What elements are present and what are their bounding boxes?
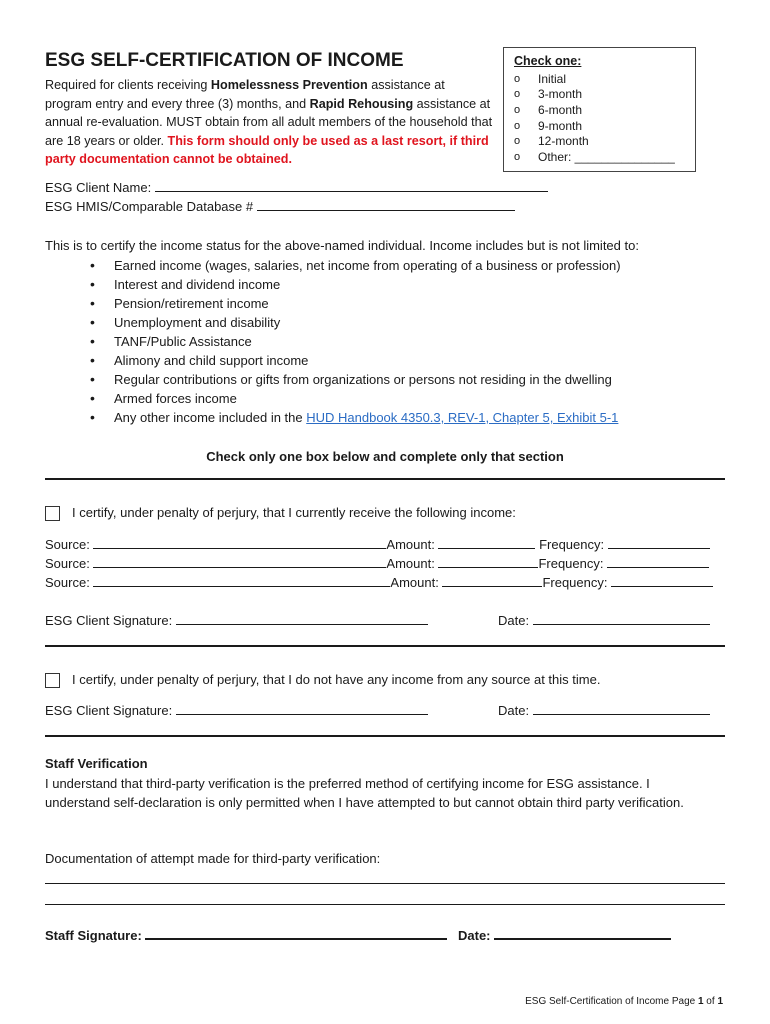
client-name-label: ESG Client Name:: [45, 180, 155, 195]
income-intro: This is to certify the income status for the above-named individual. Income includes but is not limited to:: [45, 238, 639, 253]
date-row: Date:: [498, 613, 710, 628]
list-item: • Unemployment and disability: [90, 313, 621, 332]
client-signature-field[interactable]: [176, 703, 428, 715]
source-field[interactable]: [93, 575, 390, 587]
divider: [45, 735, 725, 737]
date-field[interactable]: [533, 613, 710, 625]
intro-warning: This form should only be used as a last resort, if third party documentation cannot be obtained.: [45, 133, 489, 166]
income-source-row: Source: Amount: Frequency:: [45, 537, 710, 552]
staff-verification-text: I understand that third-party verification is the preferred method of certifying income for ESG assistance. I understand self-declaration is only permitted when I have attempted to but cannot obtain third party verification.: [45, 776, 684, 810]
source-field[interactable]: [93, 556, 386, 568]
no-income-certify-text: I certify, under penalty of perjury, that I do not have any income from any source at this time.: [72, 672, 601, 687]
intro-bold-homelessness: Homelessness Prevention: [210, 78, 368, 92]
income-source-row: Source: Amount: Frequency:: [45, 575, 713, 590]
client-signature-field[interactable]: [176, 613, 428, 625]
hud-handbook-link[interactable]: HUD Handbook 4350.3, REV-1, Chapter 5, Exhibit 5-1: [306, 410, 619, 425]
option-9-month[interactable]: o 9-month: [514, 118, 583, 133]
income-checkbox[interactable]: [45, 506, 60, 521]
staff-date-row: Date:: [458, 928, 671, 943]
income-source-row: Source: Amount: Frequency:: [45, 556, 709, 571]
income-certify-row: [45, 505, 516, 521]
amount-field[interactable]: [438, 556, 538, 568]
frequency-field[interactable]: [607, 556, 709, 568]
amount-field[interactable]: [442, 575, 542, 587]
option-12-month[interactable]: o 12-month: [514, 134, 589, 149]
hmis-line[interactable]: [257, 199, 515, 211]
client-signature-row: ESG Client Signature:: [45, 613, 428, 628]
list-item: • Alimony and child support income: [90, 351, 621, 370]
intro-bold-rapid: Rapid Rehousing: [309, 96, 414, 111]
income-certify-text: I certify, under penalty of perjury, that I currently receive the following income:: [72, 505, 516, 520]
list-item: • Armed forces income: [90, 389, 621, 408]
page-footer: ESG Self-Certification of Income Page 1 of 1: [525, 996, 723, 1007]
documentation-line[interactable]: [45, 883, 725, 884]
option-bullet: o: [514, 103, 521, 116]
staff-signature-field[interactable]: [145, 928, 447, 940]
amount-field[interactable]: [438, 537, 535, 549]
list-item: • Pension/retirement income: [90, 294, 621, 313]
client-name-field[interactable]: [45, 180, 548, 195]
option-other[interactable]: o Other: _______________: [514, 149, 675, 164]
intro-text: assistance at annual re-evaluation. MUST obtain from all adult members of the household that are 18 years or older.: [45, 96, 493, 148]
date-field[interactable]: [533, 703, 710, 715]
client-name-line[interactable]: [155, 180, 548, 192]
check-one-heading: Check one:: [514, 54, 582, 68]
option-bullet: o: [514, 72, 521, 85]
staff-date-field[interactable]: [494, 928, 671, 940]
page-number: 1: [697, 996, 704, 1007]
date-row: Date:: [498, 703, 710, 718]
staff-signature-row: Staff Signature:: [45, 928, 447, 943]
option-bullet: o: [514, 135, 521, 148]
documentation-line[interactable]: [45, 904, 725, 905]
page-total: 1: [717, 996, 723, 1007]
option-bullet: o: [514, 88, 521, 101]
divider: [45, 478, 725, 480]
form-title: ESG SELF-CERTIFICATION OF INCOME: [45, 50, 404, 71]
intro-text: assistance at program entry and every three (3) months, and: [45, 78, 445, 111]
no-income-certify-row: [45, 672, 600, 688]
option-bullet: o: [514, 150, 521, 163]
option-initial[interactable]: o Initial: [514, 71, 567, 86]
frequency-field[interactable]: [611, 575, 713, 587]
intro-text: Required for clients receiving: [45, 78, 211, 92]
check-one-box: [503, 47, 696, 172]
list-item: • TANF/Public Assistance: [90, 332, 621, 351]
option-6-month[interactable]: o 6-month: [514, 102, 583, 117]
intro-paragraph: [45, 76, 495, 169]
documentation-label: Documentation of attempt made for third-party verification:: [45, 851, 381, 866]
option-bullet: o: [514, 119, 521, 132]
list-item: • Any other income included in the HUD Handbook 4350.3, REV-1, Chapter 5, Exhibit 5-1: [90, 408, 621, 427]
no-income-checkbox[interactable]: [45, 673, 60, 688]
list-item: • Interest and dividend income: [90, 275, 621, 294]
income-list: [90, 256, 621, 427]
hmis-label: ESG HMIS/Comparable Database #: [45, 199, 257, 214]
client-signature-row: ESG Client Signature:: [45, 703, 428, 718]
check-only-one-instruction: Check only one box below and complete only that section: [206, 449, 564, 464]
list-item: • Regular contributions or gifts from organizations or persons not residing in the dwelling: [90, 370, 621, 389]
staff-verification-heading: Staff Verification: [45, 756, 148, 771]
frequency-field[interactable]: [608, 537, 710, 549]
hmis-field[interactable]: [45, 199, 515, 214]
divider: [45, 645, 725, 647]
option-3-month[interactable]: o 3-month: [514, 87, 583, 102]
source-field[interactable]: [93, 537, 386, 549]
list-item: • Earned income (wages, salaries, net income from operating of a business or profession): [90, 256, 621, 275]
